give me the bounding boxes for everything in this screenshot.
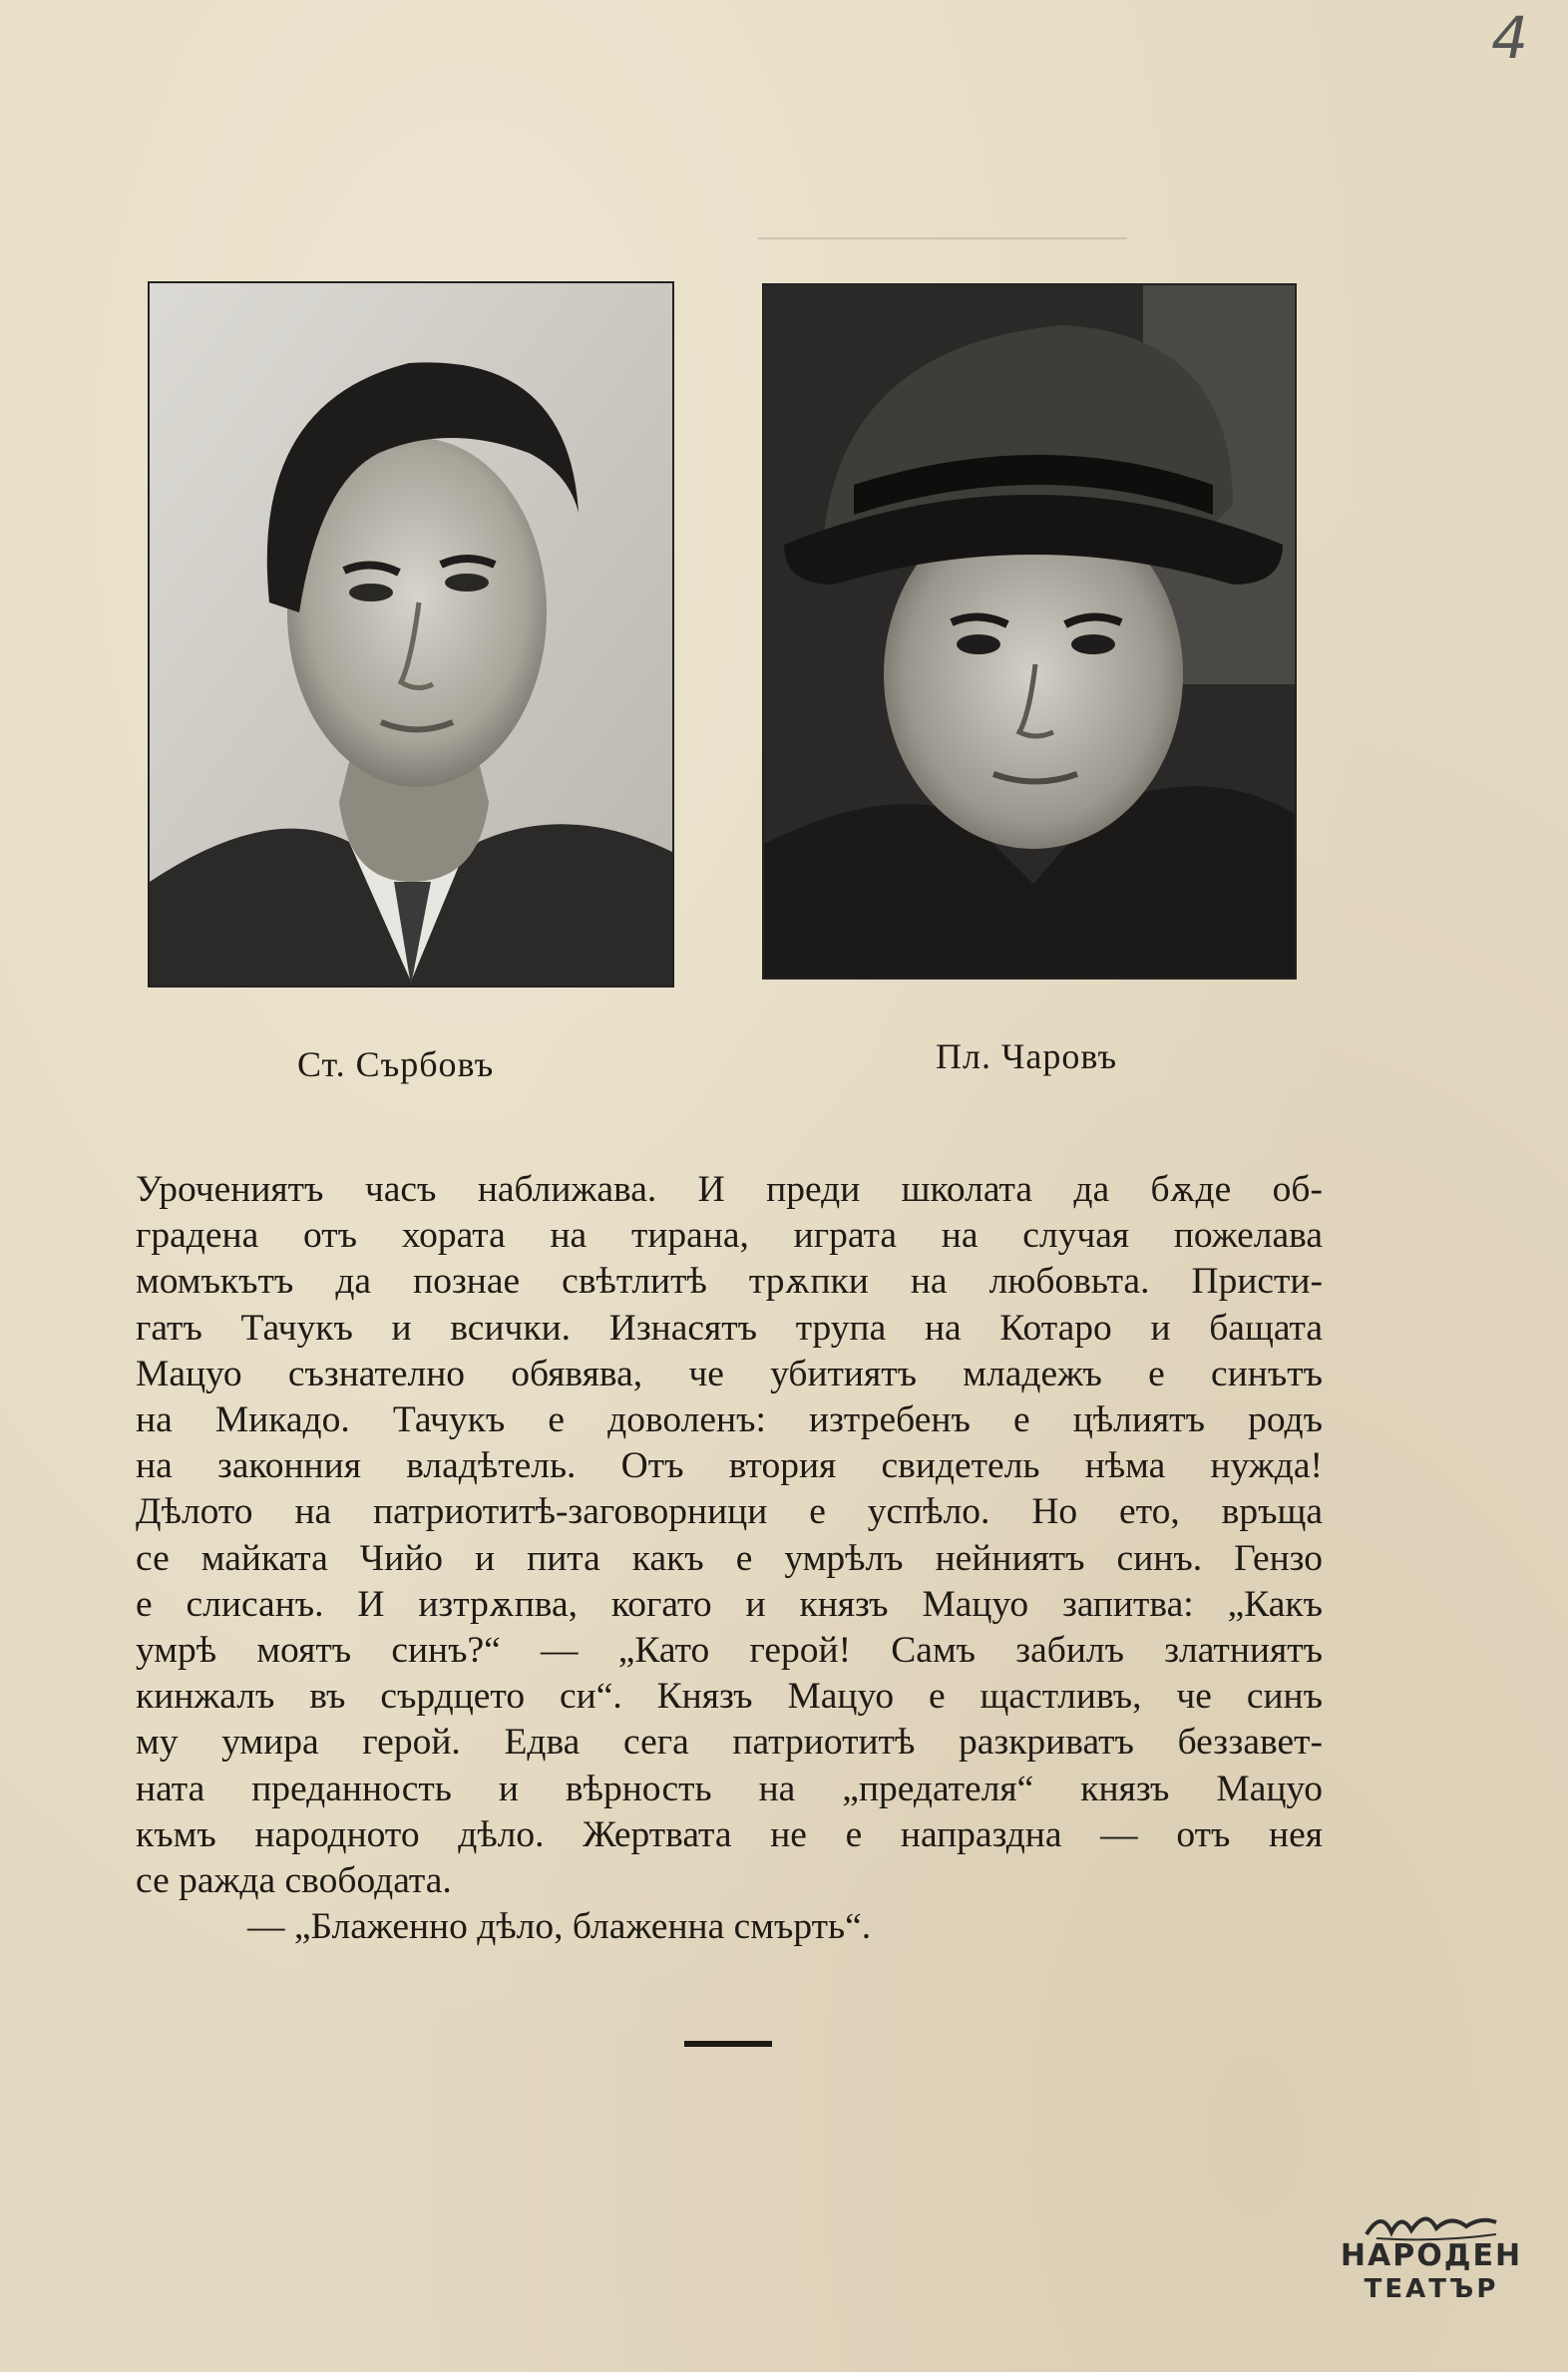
- portrait-right-image: [764, 285, 1295, 978]
- body-line: се ражда свободата.: [136, 1860, 452, 1902]
- portrait-left-image: [150, 283, 672, 986]
- body-line: е слисанъ. И изтрѫпва, когато и князъ Мацуо запитва: „Какъ: [136, 1583, 1323, 1625]
- page-number: 4: [1491, 4, 1528, 72]
- body-line: Урочениятъ часъ наближава. И преди школата да бѫде об-: [136, 1169, 1323, 1210]
- body-line: му умира герой. Едва сега патриотитѣ разкриватъ беззавет-: [136, 1722, 1323, 1764]
- body-line: къмъ народното дѣло. Жертвата не е напразднa — отъ нея: [136, 1813, 1323, 1855]
- body-line: Мацуо съзнателно обявява, че убитиятъ младежъ е синътъ: [136, 1353, 1323, 1394]
- body-text: [136, 1167, 1323, 1950]
- caption-left: Ст. Сърбовъ: [297, 1044, 495, 1084]
- body-line: на Микадо. Тачукъ е доволенъ: изтребенъ е цѣлиятъ родъ: [136, 1399, 1323, 1441]
- body-line: се майката Чийо и пита какъ е умрѣлъ нейниятъ синъ. Гензо: [136, 1537, 1323, 1579]
- portrait-photo-left: [148, 281, 674, 988]
- stamp-line-2: ТЕАТЪР: [1364, 2274, 1499, 2304]
- body-line: гатъ Тачукъ и всички. Изнасятъ трупа на Котаро и бащата: [136, 1307, 1323, 1349]
- faint-rule: [758, 237, 1127, 239]
- body-line: на законния владѣтель. Отъ втория свидетель нѣма нужда!: [136, 1445, 1323, 1487]
- body-line: Дѣлото на патриотитѣ-заговорници е успѣло. Но ето, връща: [136, 1491, 1323, 1533]
- body-line: момъкътъ да познае свѣтлитѣ трѫпки на любовьта. Присти-: [136, 1261, 1323, 1303]
- section-divider: [684, 2041, 772, 2047]
- stamp-line-1: НАРОДЕН: [1340, 2238, 1523, 2273]
- caption-right: Пл. Чаровъ: [936, 1036, 1118, 1076]
- library-stamp: [1337, 2204, 1526, 2314]
- body-line: градена отъ хората на тирана, играта на случая пожелава: [136, 1215, 1323, 1257]
- body-line: кинжалъ въ сърдцето си“. Князъ Мацуо е щастливъ, че синъ: [136, 1676, 1323, 1718]
- portrait-photo-right: [762, 283, 1297, 980]
- body-line: умрѣ моятъ синъ?“ — „Като герой! Самъ забилъ златниятъ: [136, 1630, 1323, 1672]
- closing-quote: — „Блаженно дѣло, блаженна смърть“.: [247, 1906, 872, 1948]
- body-line: ната преданность и вѣрность на „предателя“ князъ Мацуо: [136, 1768, 1323, 1809]
